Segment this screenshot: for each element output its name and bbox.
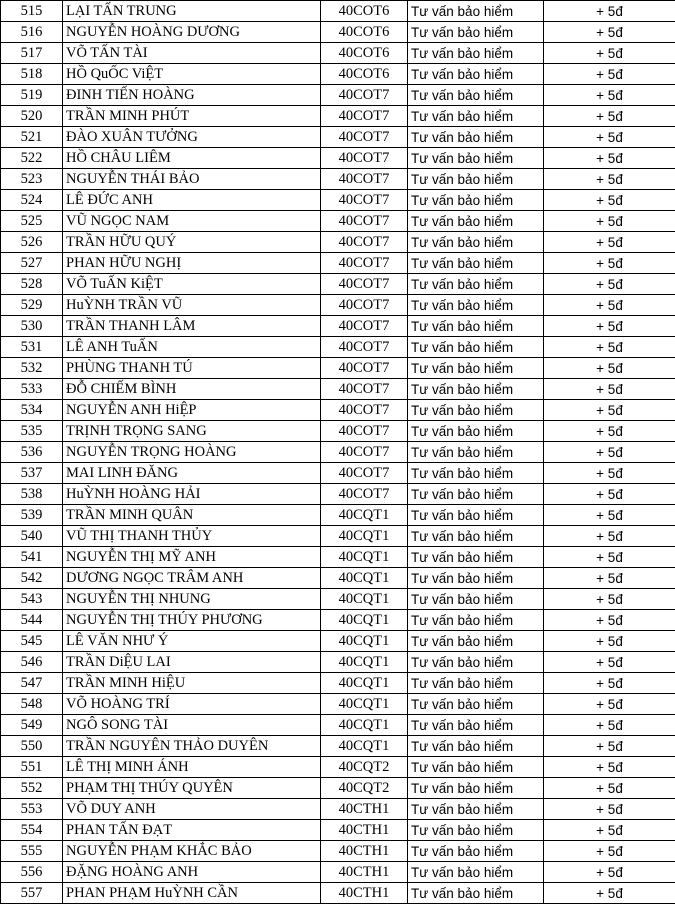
activity-cell: Tư vấn bảo hiểm	[408, 736, 544, 757]
activity-cell: Tư vấn bảo hiểm	[408, 715, 544, 736]
activity-cell: Tư vấn bảo hiểm	[408, 778, 544, 799]
student-name-cell: TRẦN MINH PHÚT	[63, 106, 321, 127]
row-number-cell: 538	[1, 484, 63, 505]
student-name-cell: LÊ THỊ MINH ÁNH	[63, 757, 321, 778]
activity-cell: Tư vấn bảo hiểm	[408, 1, 544, 22]
table-row	[1, 505, 675, 526]
table-row	[1, 43, 675, 64]
table-row	[1, 253, 675, 274]
table-row	[1, 337, 675, 358]
class-code-cell: 40COT7	[321, 484, 408, 505]
table-row	[1, 1, 675, 22]
row-number-cell: 523	[1, 169, 63, 190]
student-name-cell: TRẦN HỮU QUÝ	[63, 232, 321, 253]
table-row	[1, 652, 675, 673]
row-number-cell: 542	[1, 568, 63, 589]
table-row	[1, 169, 675, 190]
student-name-cell: VŨ THỊ THANH THỦY	[63, 526, 321, 547]
table-row	[1, 400, 675, 421]
activity-cell: Tư vấn bảo hiểm	[408, 232, 544, 253]
row-number-cell: 557	[1, 883, 63, 904]
class-code-cell: 40COT7	[321, 85, 408, 106]
row-number-cell: 552	[1, 778, 63, 799]
student-name-cell: MAI LINH ĐĂNG	[63, 463, 321, 484]
activity-cell: Tư vấn bảo hiểm	[408, 526, 544, 547]
row-number-cell: 536	[1, 442, 63, 463]
student-name-cell: VÕ DUY ANH	[63, 799, 321, 820]
table-row	[1, 190, 675, 211]
class-code-cell: 40COT7	[321, 358, 408, 379]
activity-cell: Tư vấn bảo hiểm	[408, 631, 544, 652]
table-row	[1, 484, 675, 505]
activity-cell: Tư vấn bảo hiểm	[408, 799, 544, 820]
activity-cell: Tư vấn bảo hiểm	[408, 43, 544, 64]
student-name-cell: NGUYỄN ANH HiỆP	[63, 400, 321, 421]
class-code-cell: 40COT7	[321, 421, 408, 442]
table-row	[1, 379, 675, 400]
points-cell: + 5đ	[544, 253, 675, 274]
row-number-cell: 524	[1, 190, 63, 211]
class-code-cell: 40COT7	[321, 463, 408, 484]
row-number-cell: 553	[1, 799, 63, 820]
activity-cell: Tư vấn bảo hiểm	[408, 463, 544, 484]
points-cell: + 5đ	[544, 106, 675, 127]
row-number-cell: 525	[1, 211, 63, 232]
student-name-cell: ĐẶNG HOÀNG ANH	[63, 862, 321, 883]
table-row	[1, 589, 675, 610]
activity-cell: Tư vấn bảo hiểm	[408, 547, 544, 568]
row-number-cell: 528	[1, 274, 63, 295]
activity-cell: Tư vấn bảo hiểm	[408, 820, 544, 841]
table-row	[1, 715, 675, 736]
table-row	[1, 295, 675, 316]
table-row	[1, 673, 675, 694]
points-cell: + 5đ	[544, 463, 675, 484]
class-code-cell: 40COT7	[321, 253, 408, 274]
student-name-cell: PHÙNG THANH TÚ	[63, 358, 321, 379]
table-row	[1, 736, 675, 757]
class-code-cell: 40CTH1	[321, 883, 408, 904]
table-row	[1, 211, 675, 232]
student-name-cell: NGUYỄN THỊ MỸ ANH	[63, 547, 321, 568]
row-number-cell: 547	[1, 673, 63, 694]
points-cell: + 5đ	[544, 379, 675, 400]
class-code-cell: 40COT6	[321, 22, 408, 43]
activity-cell: Tư vấn bảo hiểm	[408, 148, 544, 169]
student-name-cell: VÕ HOÀNG TRÍ	[63, 694, 321, 715]
points-cell: + 5đ	[544, 421, 675, 442]
class-code-cell: 40CQT1	[321, 589, 408, 610]
student-name-cell: ĐÀO XUÂN TƯỞNG	[63, 127, 321, 148]
student-name-cell: LÊ ANH TuẤN	[63, 337, 321, 358]
class-code-cell: 40CQT2	[321, 778, 408, 799]
class-code-cell: 40COT7	[321, 379, 408, 400]
class-code-cell: 40COT7	[321, 127, 408, 148]
activity-cell: Tư vấn bảo hiểm	[408, 211, 544, 232]
table-row	[1, 862, 675, 883]
row-number-cell: 533	[1, 379, 63, 400]
table-row	[1, 820, 675, 841]
points-cell: + 5đ	[544, 64, 675, 85]
class-code-cell: 40COT7	[321, 106, 408, 127]
row-number-cell: 519	[1, 85, 63, 106]
points-cell: + 5đ	[544, 505, 675, 526]
activity-cell: Tư vấn bảo hiểm	[408, 22, 544, 43]
table-row	[1, 799, 675, 820]
class-code-cell: 40CQT1	[321, 547, 408, 568]
class-code-cell: 40COT7	[321, 295, 408, 316]
student-name-cell: PHAN PHẠM HuỲNH CẦN	[63, 883, 321, 904]
student-name-cell: NGUYỄN THÁI BẢO	[63, 169, 321, 190]
class-code-cell: 40CQT1	[321, 505, 408, 526]
row-number-cell: 555	[1, 841, 63, 862]
table-row	[1, 694, 675, 715]
activity-cell: Tư vấn bảo hiểm	[408, 841, 544, 862]
class-code-cell: 40CQT1	[321, 568, 408, 589]
class-code-cell: 40COT7	[321, 232, 408, 253]
row-number-cell: 521	[1, 127, 63, 148]
points-cell: + 5đ	[544, 295, 675, 316]
points-cell: + 5đ	[544, 841, 675, 862]
student-name-cell: TRẦN MINH HiỆU	[63, 673, 321, 694]
class-code-cell: 40CTH1	[321, 841, 408, 862]
activity-cell: Tư vấn bảo hiểm	[408, 610, 544, 631]
row-number-cell: 531	[1, 337, 63, 358]
row-number-cell: 520	[1, 106, 63, 127]
table-row	[1, 106, 675, 127]
table-row	[1, 463, 675, 484]
points-cell: + 5đ	[544, 358, 675, 379]
class-code-cell: 40COT7	[321, 190, 408, 211]
points-cell: + 5đ	[544, 43, 675, 64]
student-name-cell: PHAN HỮU NGHỊ	[63, 253, 321, 274]
activity-cell: Tư vấn bảo hiểm	[408, 400, 544, 421]
table-row	[1, 442, 675, 463]
table-row	[1, 64, 675, 85]
row-number-cell: 530	[1, 316, 63, 337]
points-cell: + 5đ	[544, 190, 675, 211]
student-name-cell: HỒ CHÂU LIÊM	[63, 148, 321, 169]
table-row	[1, 274, 675, 295]
student-name-cell: TRẦN THANH LÂM	[63, 316, 321, 337]
row-number-cell: 539	[1, 505, 63, 526]
activity-cell: Tư vấn bảo hiểm	[408, 883, 544, 904]
row-number-cell: 548	[1, 694, 63, 715]
row-number-cell: 532	[1, 358, 63, 379]
points-cell: + 5đ	[544, 22, 675, 43]
row-number-cell: 537	[1, 463, 63, 484]
table-row	[1, 358, 675, 379]
table-row	[1, 22, 675, 43]
student-name-cell: DƯƠNG NGỌC TRÂM ANH	[63, 568, 321, 589]
points-cell: + 5đ	[544, 862, 675, 883]
activity-cell: Tư vấn bảo hiểm	[408, 316, 544, 337]
class-code-cell: 40CQT1	[321, 631, 408, 652]
activity-cell: Tư vấn bảo hiểm	[408, 652, 544, 673]
class-code-cell: 40COT6	[321, 1, 408, 22]
row-number-cell: 549	[1, 715, 63, 736]
points-cell: + 5đ	[544, 757, 675, 778]
class-code-cell: 40COT7	[321, 148, 408, 169]
class-code-cell: 40COT7	[321, 337, 408, 358]
points-cell: + 5đ	[544, 232, 675, 253]
student-name-cell: NGUYỄN TRỌNG HOÀNG	[63, 442, 321, 463]
row-number-cell: 526	[1, 232, 63, 253]
row-number-cell: 556	[1, 862, 63, 883]
activity-cell: Tư vấn bảo hiểm	[408, 379, 544, 400]
student-name-cell: TRẦN DiỆU LAI	[63, 652, 321, 673]
student-name-cell: HuỲNH HOÀNG HẢI	[63, 484, 321, 505]
class-code-cell: 40CQT1	[321, 652, 408, 673]
student-name-cell: PHAN TẤN ĐẠT	[63, 820, 321, 841]
table-row	[1, 631, 675, 652]
table-row	[1, 148, 675, 169]
student-name-cell: VŨ NGỌC NAM	[63, 211, 321, 232]
points-cell: + 5đ	[544, 211, 675, 232]
student-name-cell: VÕ TẤN TÀI	[63, 43, 321, 64]
student-name-cell: LÊ ĐỨC ANH	[63, 190, 321, 211]
points-cell: + 5đ	[544, 274, 675, 295]
activity-cell: Tư vấn bảo hiểm	[408, 694, 544, 715]
activity-cell: Tư vấn bảo hiểm	[408, 862, 544, 883]
points-cell: + 5đ	[544, 589, 675, 610]
points-cell: + 5đ	[544, 85, 675, 106]
row-number-cell: 529	[1, 295, 63, 316]
table-row	[1, 547, 675, 568]
class-code-cell: 40COT7	[321, 442, 408, 463]
row-number-cell: 550	[1, 736, 63, 757]
student-name-cell: ĐINH TIẾN HOÀNG	[63, 85, 321, 106]
row-number-cell: 554	[1, 820, 63, 841]
student-name-cell: NGUYỄN PHẠM KHẮC BẢO	[63, 841, 321, 862]
row-number-cell: 551	[1, 757, 63, 778]
activity-cell: Tư vấn bảo hiểm	[408, 442, 544, 463]
row-number-cell: 546	[1, 652, 63, 673]
table-row	[1, 610, 675, 631]
points-cell: + 5đ	[544, 610, 675, 631]
activity-cell: Tư vấn bảo hiểm	[408, 589, 544, 610]
table-row	[1, 526, 675, 547]
points-cell: + 5đ	[544, 883, 675, 904]
table-row	[1, 421, 675, 442]
class-code-cell: 40CTH1	[321, 799, 408, 820]
activity-cell: Tư vấn bảo hiểm	[408, 253, 544, 274]
activity-cell: Tư vấn bảo hiểm	[408, 169, 544, 190]
table-row	[1, 85, 675, 106]
points-cell: + 5đ	[544, 715, 675, 736]
class-code-cell: 40COT7	[321, 169, 408, 190]
row-number-cell: 544	[1, 610, 63, 631]
student-name-cell: ĐỖ CHIẾM BÌNH	[63, 379, 321, 400]
activity-cell: Tư vấn bảo hiểm	[408, 505, 544, 526]
table-row	[1, 568, 675, 589]
activity-cell: Tư vấn bảo hiểm	[408, 421, 544, 442]
class-code-cell: 40CQT1	[321, 694, 408, 715]
points-cell: + 5đ	[544, 778, 675, 799]
points-cell: + 5đ	[544, 820, 675, 841]
student-name-cell: NGUYỄN THỊ THÚY PHƯƠNG	[63, 610, 321, 631]
row-number-cell: 541	[1, 547, 63, 568]
points-cell: + 5đ	[544, 799, 675, 820]
row-number-cell: 543	[1, 589, 63, 610]
activity-cell: Tư vấn bảo hiểm	[408, 64, 544, 85]
class-code-cell: 40CQT1	[321, 736, 408, 757]
class-code-cell: 40COT7	[321, 211, 408, 232]
student-name-cell: PHẠM THỊ THÚY QUYÊN	[63, 778, 321, 799]
points-cell: + 5đ	[544, 484, 675, 505]
table-row	[1, 316, 675, 337]
class-code-cell: 40COT7	[321, 316, 408, 337]
activity-cell: Tư vấn bảo hiểm	[408, 358, 544, 379]
table-row	[1, 127, 675, 148]
student-name-cell: LẠI TẤN TRUNG	[63, 1, 321, 22]
class-code-cell: 40CQT2	[321, 757, 408, 778]
activity-cell: Tư vấn bảo hiểm	[408, 106, 544, 127]
points-cell: + 5đ	[544, 148, 675, 169]
activity-cell: Tư vấn bảo hiểm	[408, 190, 544, 211]
student-name-cell: HỒ QuỐC ViỆT	[63, 64, 321, 85]
row-number-cell: 535	[1, 421, 63, 442]
activity-cell: Tư vấn bảo hiểm	[408, 337, 544, 358]
row-number-cell: 518	[1, 64, 63, 85]
points-cell: + 5đ	[544, 169, 675, 190]
table-body	[1, 1, 675, 904]
points-cell: + 5đ	[544, 547, 675, 568]
row-number-cell: 516	[1, 22, 63, 43]
activity-cell: Tư vấn bảo hiểm	[408, 295, 544, 316]
points-cell: + 5đ	[544, 568, 675, 589]
activity-cell: Tư vấn bảo hiểm	[408, 673, 544, 694]
row-number-cell: 522	[1, 148, 63, 169]
student-name-cell: TRẦN NGUYÊN THẢO DUYÊN	[63, 736, 321, 757]
points-cell: + 5đ	[544, 337, 675, 358]
class-code-cell: 40CQT1	[321, 673, 408, 694]
student-name-cell: TRẦN MINH QUÂN	[63, 505, 321, 526]
points-cell: + 5đ	[544, 673, 675, 694]
student-name-cell: TRỊNH TRỌNG SANG	[63, 421, 321, 442]
points-cell: + 5đ	[544, 400, 675, 421]
student-name-cell: NGUYỄN HOÀNG DƯƠNG	[63, 22, 321, 43]
row-number-cell: 517	[1, 43, 63, 64]
student-name-cell: LÊ VĂN NHƯ Ý	[63, 631, 321, 652]
activity-cell: Tư vấn bảo hiểm	[408, 484, 544, 505]
points-cell: + 5đ	[544, 316, 675, 337]
class-code-cell: 40COT7	[321, 274, 408, 295]
class-code-cell: 40CTH1	[321, 820, 408, 841]
activity-cell: Tư vấn bảo hiểm	[408, 85, 544, 106]
student-name-cell: NGÔ SONG TÀI	[63, 715, 321, 736]
class-code-cell: 40CQT1	[321, 610, 408, 631]
points-cell: + 5đ	[544, 127, 675, 148]
activity-cell: Tư vấn bảo hiểm	[408, 757, 544, 778]
activity-cell: Tư vấn bảo hiểm	[408, 568, 544, 589]
table-row	[1, 841, 675, 862]
activity-cell: Tư vấn bảo hiểm	[408, 274, 544, 295]
points-cell: + 5đ	[544, 442, 675, 463]
row-number-cell: 540	[1, 526, 63, 547]
student-name-cell: HuỲNH TRẦN VŨ	[63, 295, 321, 316]
table-row	[1, 232, 675, 253]
points-cell: + 5đ	[544, 736, 675, 757]
row-number-cell: 534	[1, 400, 63, 421]
points-cell: + 5đ	[544, 694, 675, 715]
row-number-cell: 527	[1, 253, 63, 274]
points-cell: + 5đ	[544, 652, 675, 673]
class-code-cell: 40COT6	[321, 64, 408, 85]
row-number-cell: 515	[1, 1, 63, 22]
table-row	[1, 757, 675, 778]
points-cell: + 5đ	[544, 526, 675, 547]
points-cell: + 5đ	[544, 1, 675, 22]
class-code-cell: 40CQT1	[321, 526, 408, 547]
row-number-cell: 545	[1, 631, 63, 652]
student-name-cell: VÕ TuẤN KiỆT	[63, 274, 321, 295]
points-cell: + 5đ	[544, 631, 675, 652]
activity-cell: Tư vấn bảo hiểm	[408, 127, 544, 148]
class-code-cell: 40COT6	[321, 43, 408, 64]
class-code-cell: 40COT7	[321, 400, 408, 421]
class-code-cell: 40CQT1	[321, 715, 408, 736]
table-row	[1, 778, 675, 799]
table-row	[1, 883, 675, 904]
student-name-cell: NGUYỄN THỊ NHUNG	[63, 589, 321, 610]
class-code-cell: 40CTH1	[321, 862, 408, 883]
